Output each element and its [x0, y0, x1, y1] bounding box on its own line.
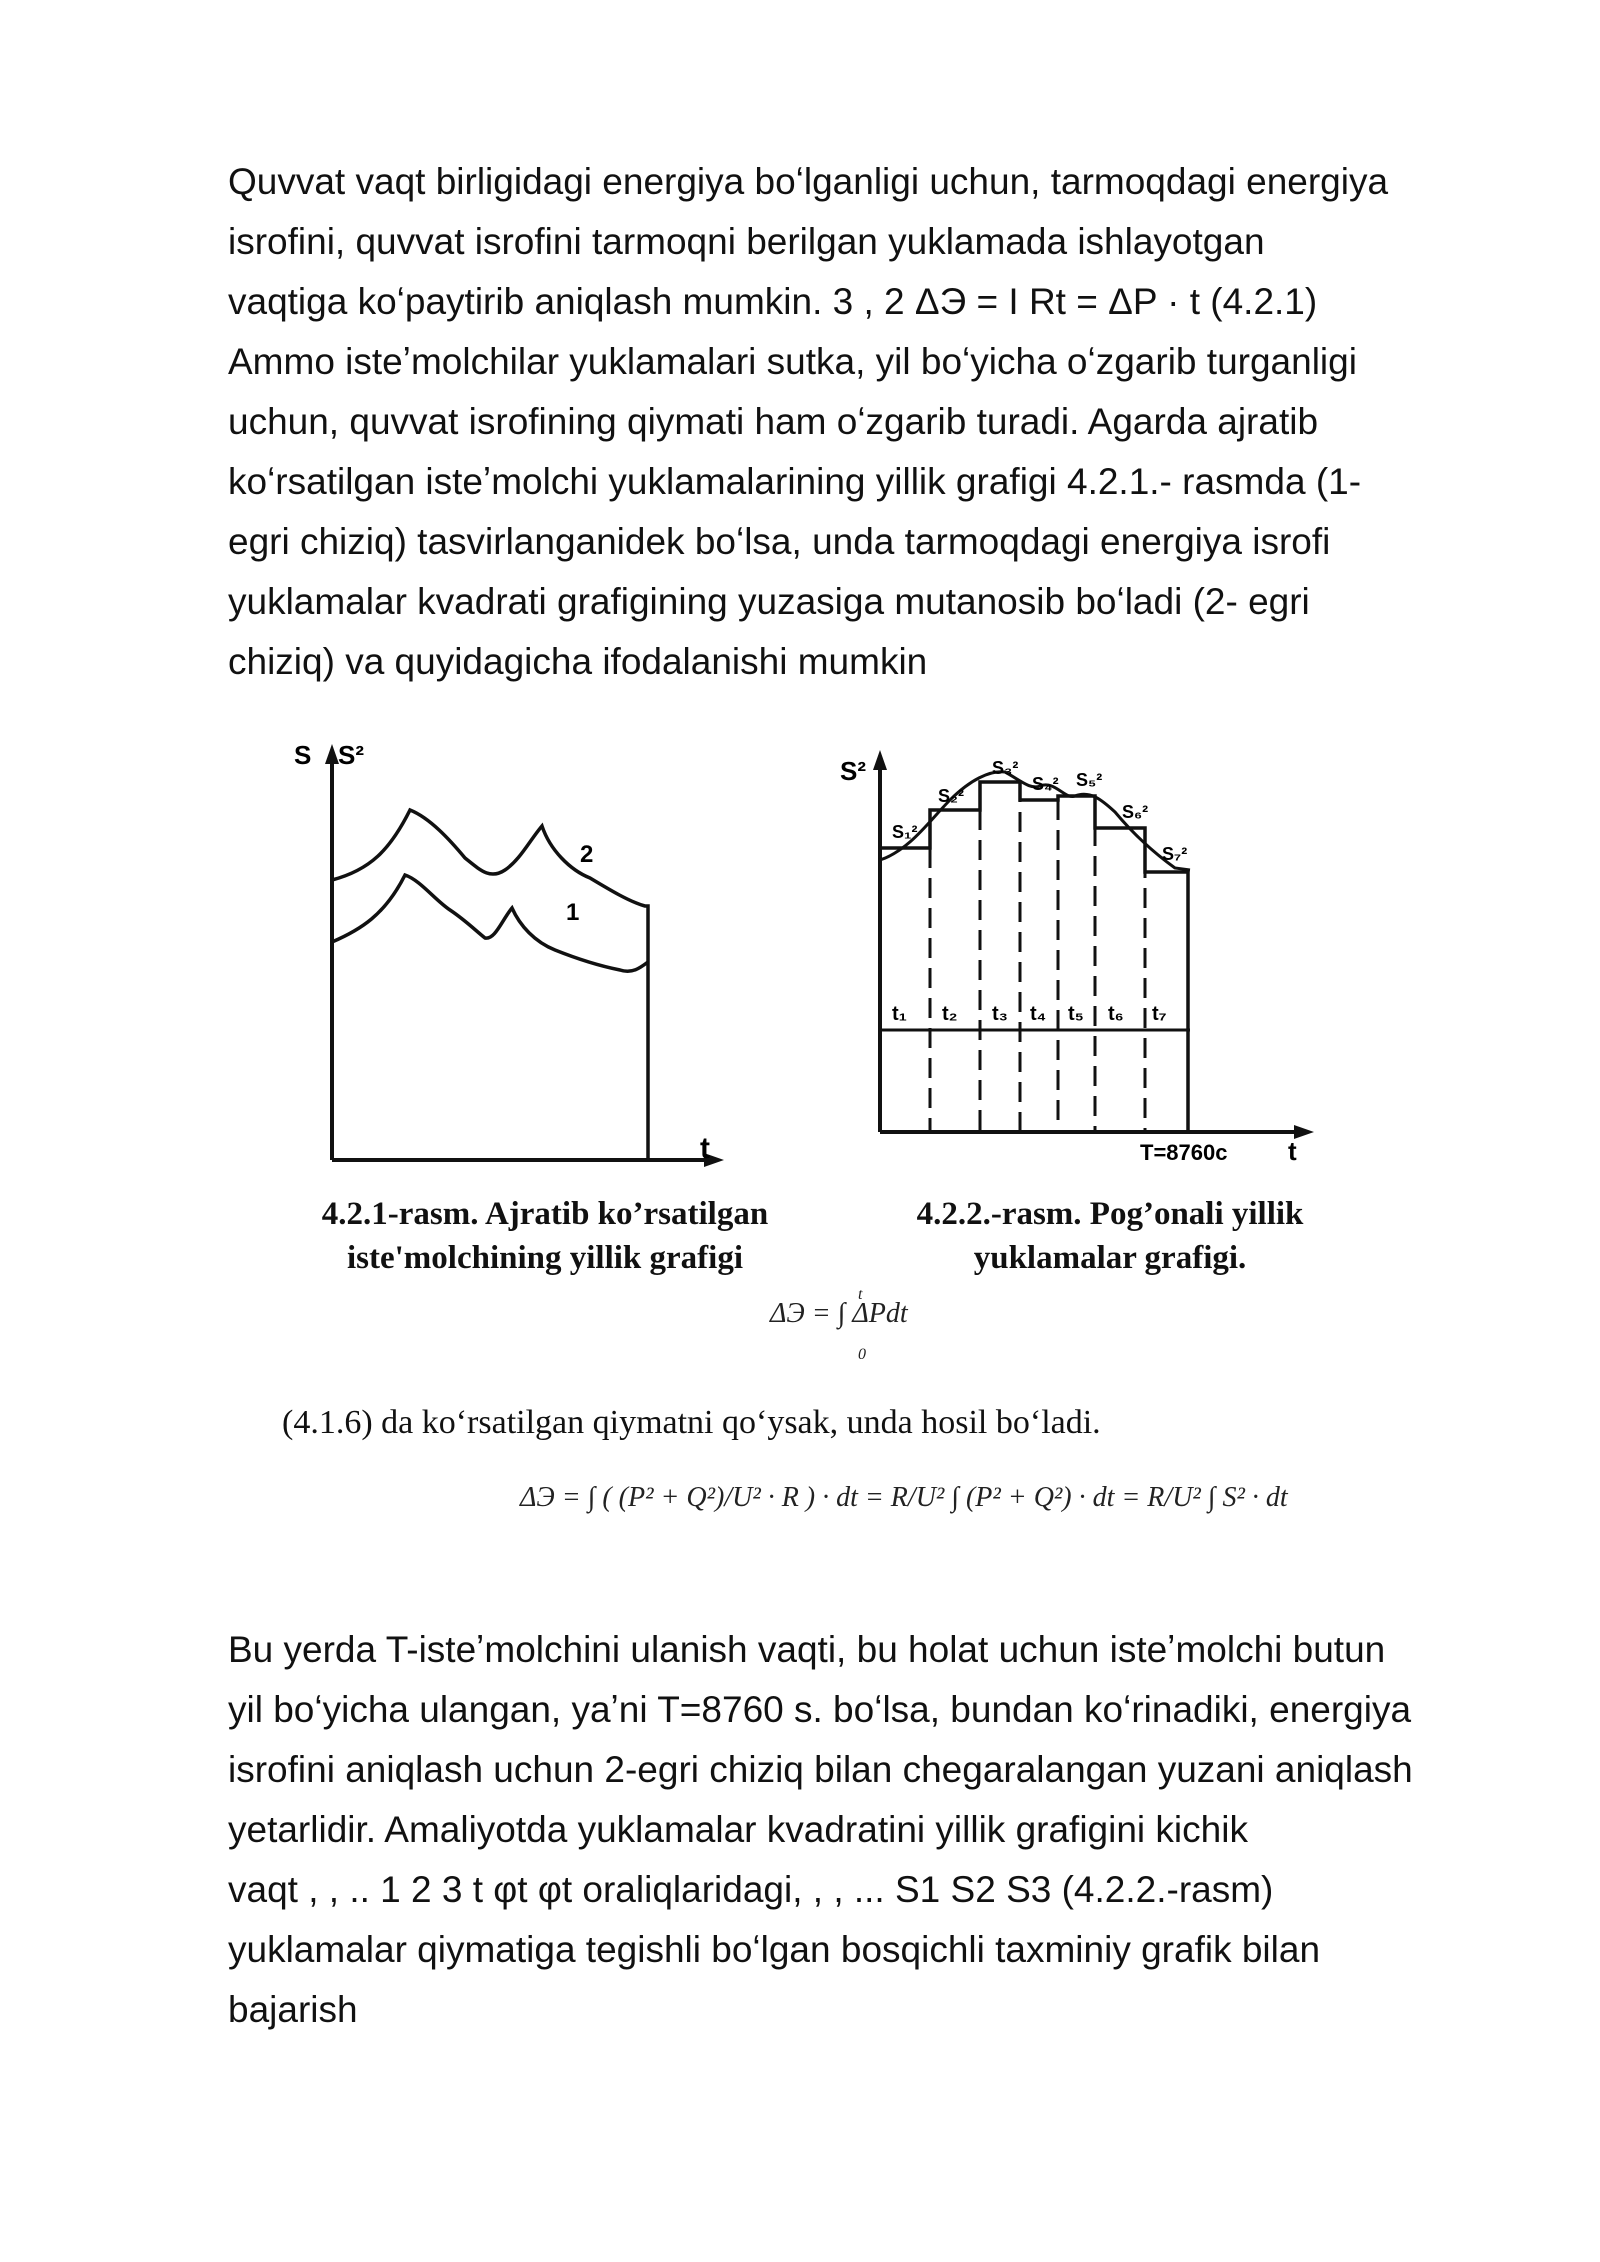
- axis-label-t: t: [700, 1132, 710, 1165]
- caption-line: iste'molchining yillik grafigi: [346, 1240, 744, 1276]
- axis-label-s: S: [294, 740, 312, 770]
- step-label: S₂²: [938, 786, 964, 806]
- text-line: yuklamalar kvadrati grafigining yuzasiga mutanosib boʻladi (2- egri: [228, 581, 1310, 622]
- caption-line: 4.2.1-rasm. Ajratib ko’rsatilgan: [321, 1196, 769, 1232]
- explanatory-note: (4.1.6) da koʻrsatilgan qiymatni qoʻysak, unda hosil boʻladi.: [282, 1404, 1101, 1441]
- axis-label-t-end: T=8760c: [1140, 1140, 1228, 1165]
- step-label: S₇²: [1162, 844, 1188, 864]
- formula-energy-loss-integral: [770, 1286, 908, 1363]
- figure-step-load-graph: [840, 740, 1320, 1180]
- step-label: S₁²: [892, 822, 918, 842]
- step-graph: [880, 782, 1188, 1132]
- step-label: S₆²: [1122, 802, 1149, 822]
- text-line: uchun, quvvat isrofining qiymati ham oʻzgarib turadi. Agarda ajratib: [228, 401, 1319, 442]
- text-line: chiziq) va quyidagicha ifodalanishi mumkin: [228, 641, 928, 682]
- curve-2: [332, 810, 648, 1160]
- formula-energy-loss-expanded: [520, 1482, 1288, 1514]
- y-axis-arrow: [873, 750, 887, 770]
- curve-label-2: 2: [580, 841, 594, 868]
- formula-expression: ΔЭ = ∫ ΔPdt: [770, 1298, 908, 1329]
- text-line: yil boʻyicha ulangan, yaʼni T=8760 s. boʻlsa, bundan koʻrinadiki, energiya: [228, 1689, 1412, 1730]
- figure-annual-load-graph: [280, 730, 750, 1180]
- figure-caption-4-2-1: [270, 1192, 820, 1280]
- curve-1: [332, 875, 648, 971]
- interval-label: t₄: [1030, 1003, 1047, 1025]
- curve-label-1: 1: [566, 899, 580, 926]
- x-axis-arrow: [1294, 1125, 1314, 1139]
- text-line: vaqt , , .. 1 2 3 t φt φt oraliqlaridagi, , , ... S1 S2 S3 (4.2.2.-rasm): [228, 1869, 1274, 1910]
- formula-upper-limit: t: [858, 1286, 863, 1303]
- paragraph-intro: [228, 152, 1508, 692]
- interval-label: t₂: [942, 1003, 958, 1025]
- interval-label: t₆: [1108, 1003, 1124, 1025]
- formula-expression: ΔЭ = ∫ ( (P² + Q²)/U² · R ) · dt = R/U² ∫ (P² + Q²) · dt = R/U² ∫ S² · dt: [520, 1482, 1288, 1513]
- caption-line: yuklamalar grafigi.: [973, 1240, 1247, 1276]
- interval-label: t₇: [1152, 1003, 1167, 1025]
- text-line: yuklamalar qiymatiga tegishli boʻlgan bosqichli taxminiy grafik bilan: [228, 1929, 1321, 1970]
- paragraph-conclusion: [228, 1620, 1508, 2040]
- text-line: yetarlidir. Amaliyotda yuklamalar kvadratini yillik grafigini kichik: [228, 1809, 1248, 1850]
- text-line: Ammo isteʼmolchilar yuklamalari sutka, yil boʻyicha oʻzgarib turganligi: [228, 341, 1357, 382]
- axis-label-s2: S²: [338, 740, 364, 770]
- text-line: koʻrsatilgan isteʼmolchi yuklamalarining yillik grafigi 4.2.1.- rasmda (1-: [228, 461, 1362, 502]
- text-line: bajarish: [228, 1989, 358, 2030]
- text-line: isrofini, quvvat isrofini tarmoqni berilgan yuklamada ishlayotgan: [228, 221, 1265, 262]
- caption-line: 4.2.2.-rasm. Pog’onali yillik: [916, 1196, 1304, 1232]
- text-line: Quvvat vaqt birligidagi energiya boʻlganligi uchun, tarmoqdagi energiya: [228, 161, 1389, 202]
- step-label: S₃²: [992, 758, 1019, 778]
- figure-caption-4-2-2: [860, 1192, 1360, 1280]
- y-axis-arrow: [325, 744, 339, 764]
- text-line: Bu yerda T-isteʼmolchini ulanish vaqti, bu holat uchun isteʼmolchi butun: [228, 1629, 1386, 1670]
- text-line: egri chiziq) tasvirlanganidek boʻlsa, unda tarmoqdagi energiya isrofi: [228, 521, 1331, 562]
- text-line: vaqtiga koʻpaytirib aniqlash mumkin. 3 , 2 ΔЭ = I Rt = ΔP · t (4.2.1): [228, 281, 1318, 322]
- interval-label: t₅: [1068, 1003, 1084, 1025]
- axis-label-s2: S²: [840, 756, 866, 786]
- interval-label: t₁: [892, 1003, 907, 1025]
- interval-label: t₃: [992, 1003, 1008, 1025]
- axis-label-t: t: [1288, 1136, 1297, 1166]
- text-line: isrofini aniqlash uchun 2-egri chiziq bilan chegaralangan yuzani aniqlash: [228, 1749, 1413, 1790]
- step-label: S₄²: [1032, 774, 1059, 794]
- step-label: S₅²: [1076, 770, 1103, 790]
- formula-lower-limit: 0: [858, 1346, 866, 1363]
